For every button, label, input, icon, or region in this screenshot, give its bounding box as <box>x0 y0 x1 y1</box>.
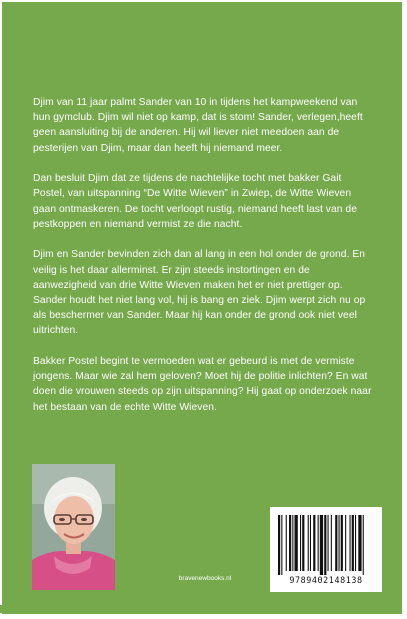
author-photo <box>32 464 115 590</box>
blurb-paragraph-1: Djim van 11 jaar palmt Sander van 10 in tijdens het kampweekend van hun gymclub. Djim wil niet op kamp, dat is stom! Sander, verlegen,heeft geen aansluiting bij de anderen. Hij wil liever niet meedoen aan de pesterijen van Djim, maar dan heeft hij niemand meer. <box>33 97 363 154</box>
isbn-barcode <box>270 507 382 592</box>
book-back-cover <box>2 2 402 614</box>
barcode-bars <box>278 515 374 575</box>
blurb-paragraph-3: Djim en Sander bevinden zich dan al lang in een hol onder de grond. En veilig is het daar allerminst. Er zijn steeds instortingen en de aanwezigheid van drie Witte Wieven maken het er niet prettiger op. Sander houdt het niet lang vol, hij is bang en ziek. Djim werpt zich nu op als beschermer van Sander. Maar hij kan onder de grond ook niet veel uitrichten. <box>33 249 366 337</box>
publisher-url[interactable]: bravenewbooks.nl <box>178 575 232 582</box>
crop-mark <box>0 605 2 613</box>
blurb-paragraph-4: Bakker Postel begint te vermoeden wat er gebeurd is met de vermiste jongens. Maar wie zal hem geloven? Moet hij de politie inlichten? En wat doen die vrouwen steeds op zijn uitspanning? Hij gaat op onderzoek naar het bestaan van de echte Witte Wieven. <box>33 356 372 413</box>
blurb-paragraph-2: Dan besluit Djim dat ze tijdens de nachtelijke tocht met bakker Gait Postel, van uitspanning “De Witte Wieven” in Zwiep, de Witte Wieven gaan ontmaskeren. De tocht verloopt rustig, niemand heeft last van de pestkoppen en niemand vermist ze die nacht. <box>33 173 357 230</box>
isbn-number: 9789402148138 <box>289 575 363 585</box>
blurb-text <box>33 95 373 430</box>
